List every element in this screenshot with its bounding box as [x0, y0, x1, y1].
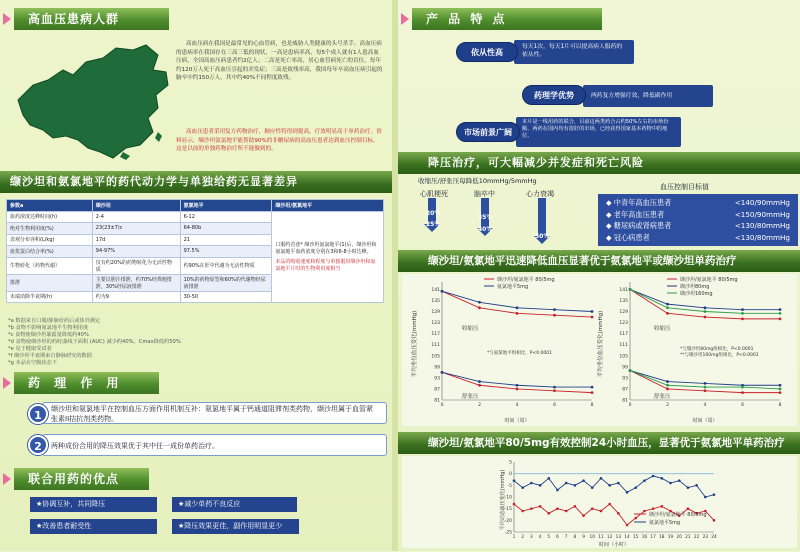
- y-axis-label-right: 平均坐位血压变化(mmHg): [598, 310, 604, 378]
- x-tick-label: 24: [711, 535, 717, 540]
- risk-label-hf: 心力衰竭: [526, 190, 554, 198]
- y-tick-label: -25: [504, 530, 512, 536]
- y-tick-label: -15: [504, 507, 512, 513]
- footnote: *d 食物使缬沙坦的药时曲线下面积 (AUC) 减少约40%，Cmax降低约50%: [8, 339, 181, 345]
- footnote: *c 食物使缬沙坦暴露量降低约40%: [8, 332, 89, 338]
- x-tick-label: 2: [478, 403, 481, 408]
- data-point: [553, 308, 556, 311]
- x-axis-label-right: 时间（周）: [692, 418, 718, 424]
- footnote: *b 食物不影响氨氯地平生物利用度: [8, 325, 89, 331]
- x-tick-label: 6: [741, 403, 744, 408]
- x-tick-label: 6: [556, 535, 559, 540]
- data-point: [687, 486, 690, 489]
- legend-label: 氨氯地平5mg: [649, 520, 681, 526]
- mechanism-text-1: 缬沙坦和氨氯地平在控制血压方面作用机制互补：氨氯地平属于钙通道阻滞剂类药物，缬沙坦属于血管紧张素II拮抗剂类药物。: [51, 405, 373, 423]
- data-point: [516, 306, 519, 309]
- x-tick-label: 18: [659, 535, 665, 540]
- data-point: [666, 306, 669, 309]
- x-tick-label: 6: [553, 403, 556, 408]
- risk-subtitle: 收缩压/舒张压每降低10mmHg/5mmHg: [418, 177, 537, 185]
- x-tick-label: 20: [676, 535, 682, 540]
- y-tick-label: 105: [431, 354, 440, 360]
- risk-value-5: 50%: [535, 233, 550, 240]
- data-point: [629, 369, 632, 372]
- data-point: [600, 510, 603, 513]
- risk-value-2: 25%: [426, 221, 441, 228]
- x-axis-label: 时间（小时）: [598, 542, 630, 548]
- section-title-features: 产 品 特 点: [412, 8, 602, 30]
- data-point: [704, 496, 707, 499]
- data-point: [513, 503, 516, 506]
- y-tick-label: 135: [431, 298, 440, 304]
- table-header: 氨氯地平: [180, 200, 272, 212]
- data-point: [513, 479, 516, 482]
- data-point: [539, 484, 542, 487]
- target-value: <130/80mmHg: [734, 221, 790, 230]
- y-tick-label: 87: [434, 387, 440, 393]
- risk-value-4: 40%: [478, 226, 493, 233]
- data-point: [591, 507, 594, 510]
- data-point: [643, 479, 646, 482]
- pharmacokinetics-table: [6, 199, 384, 303]
- data-point: [661, 505, 664, 508]
- data-point: [608, 503, 611, 506]
- footnote-right-2: **与缬沙坦160mg组相比，P<0.0001: [680, 353, 759, 358]
- legend-label: 缬沙坦/氨氯地平 80/5mg: [680, 277, 738, 283]
- data-point: [574, 505, 577, 508]
- label-systolic-right: 收缩压: [654, 326, 671, 332]
- data-point: [626, 491, 629, 494]
- combo-note: 口服约首巷* 缬沙坦氨氯地平(1)后，缬沙坦和氨氯地平血药浓度分别在3和6-8小时达峰。: [275, 242, 377, 256]
- data-point: [779, 312, 782, 315]
- data-point: [741, 386, 744, 389]
- data-point: [591, 486, 594, 489]
- risk-value-3: 35%: [478, 214, 493, 221]
- table-cell: 末端消除半衰期(h): [7, 291, 93, 303]
- legend-label: 缬沙坦80mg: [680, 284, 710, 290]
- title-marker-icon: [3, 473, 11, 485]
- x-tick-label: 5: [547, 535, 551, 540]
- target-row: [602, 220, 794, 232]
- x-tick-label: 2: [521, 535, 525, 540]
- target-title: 血压控制目标值: [660, 183, 709, 191]
- table-header: 缬沙坦/氨氯地平: [272, 200, 384, 212]
- data-point: [521, 510, 524, 513]
- feature-desc-1: 每天1次，每天1片可以提高病人服药的依从性。: [514, 40, 634, 64]
- y-tick-label: 129: [431, 310, 440, 315]
- data-point: [617, 512, 620, 515]
- feature-label-1: 依从性高: [456, 42, 518, 62]
- data-point: [643, 510, 646, 513]
- feature-label-2: 药理学优势: [522, 85, 586, 105]
- data-point: [553, 386, 556, 389]
- data-point: [666, 312, 669, 315]
- data-point: [741, 308, 744, 311]
- title-marker-icon: [401, 13, 409, 25]
- data-point: [591, 391, 594, 394]
- table-header: 参数a: [7, 200, 93, 212]
- mechanism-item-2: [42, 434, 387, 456]
- data-point: [704, 316, 707, 319]
- x-tick-label: 9: [582, 535, 585, 540]
- footnote-right-1: *与缬沙坦80mg组相比，P<0.0001: [680, 347, 754, 352]
- y-tick-label: 123: [619, 321, 628, 327]
- title-marker-icon: [3, 377, 11, 389]
- table-cell: 约为9: [92, 291, 180, 303]
- target-group: ◆ 中青年高血压患者: [606, 198, 672, 207]
- legend-label: 缬沙坦/氨氯地平 80/5mg: [649, 512, 707, 518]
- data-point: [779, 384, 782, 387]
- x-tick-label: 15: [633, 535, 639, 540]
- advantage-item-3: ★改善患者耐受性: [30, 519, 157, 534]
- y-tick-label: 87: [622, 387, 628, 393]
- ambulatory-chart: [402, 456, 797, 548]
- x-tick-label: 0: [440, 403, 444, 408]
- y-tick-label: 81: [622, 398, 628, 404]
- y-tick-label: 93: [622, 376, 628, 382]
- x-tick-label: 1: [512, 535, 516, 540]
- x-tick-label: 11: [598, 535, 604, 540]
- advantage-item-2: ★减少单药不良反应: [172, 497, 297, 512]
- advantage-item-4: ★降压效果更佳，副作用明显更少: [172, 519, 299, 534]
- target-value: <140/90mmHg: [734, 198, 790, 207]
- data-point: [547, 477, 550, 480]
- table-cell: 约90%在肝中代谢为无活性物质: [180, 257, 272, 274]
- data-point: [441, 371, 444, 374]
- china-map-icon: [8, 40, 180, 160]
- section-title-pharmacokinetics: 缬沙坦和氨氯地平的药代动力学与单独给药无显著差异: [0, 171, 392, 193]
- ambulatory-line-chart: [402, 456, 797, 548]
- x-tick-label: 4: [703, 403, 707, 408]
- data-point: [553, 314, 556, 317]
- y-axis-label-left: 平均坐位血压变化(mmHg): [412, 310, 418, 378]
- data-point: [591, 310, 594, 313]
- section-title-pharmacology: 药 理 作 用: [14, 372, 159, 394]
- target-group: ◆ 老年高血压患者: [606, 209, 665, 219]
- section-title-24h: 缬沙坦/氨氯地平80/5mg有效控制24小时血压，显著优于氨氯地平单药治疗: [398, 432, 800, 454]
- table-cell: 30-50: [180, 291, 272, 303]
- data-point: [600, 477, 603, 480]
- x-tick-label: 16: [641, 535, 648, 540]
- data-point: [591, 386, 594, 389]
- target-table: [598, 194, 798, 246]
- y-tick-label: 117: [431, 332, 440, 338]
- section-title-hypertension: 高血压患病人群: [14, 8, 169, 30]
- x-tick-label: 12: [606, 535, 613, 540]
- data-point: [617, 482, 620, 485]
- hypertension-paragraph: 高血压病在我国是最常见的心血管病，也是威胁人类健康的头号杀手。高血压病的患病率在我国存在三高三低的现状，一高是患病率高，每5个成人就有1人患高血压病，全国高血压病患者约2亿人；二高是死亡率高，居心血管病死亡的首位，每年约120万人死于高血压引起的并发症；三高是致残率高，我国每年卒高血压病引起的脑卒中约150万人，其中约40%不同程度致残。: [176, 41, 383, 82]
- label-systolic: 收缩压: [462, 326, 479, 332]
- x-tick-label: 8: [590, 403, 594, 408]
- legend-label: 缬沙坦160mg: [680, 291, 713, 297]
- x-tick-label: 10: [589, 535, 595, 540]
- data-point: [565, 510, 568, 513]
- table-cell: 2-4: [92, 211, 180, 223]
- feature-label-3: 市场前景广阔: [456, 122, 520, 142]
- data-point: [608, 484, 611, 487]
- data-point: [634, 517, 637, 520]
- data-point: [478, 384, 481, 387]
- data-point: [779, 308, 782, 311]
- data-point: [652, 507, 655, 510]
- data-point: [678, 479, 681, 482]
- y-axis-label: 平均动态血压变化(mmHg): [500, 469, 506, 531]
- legend-label: 氨氯地平5mg: [497, 284, 529, 290]
- target-value: <150/90mmHg: [734, 209, 790, 219]
- table-footnotes: [8, 318, 378, 367]
- feature-desc-2: 两药复方增强疗效，降低副作用: [583, 85, 713, 107]
- y-tick-label: -10: [504, 495, 512, 501]
- target-row: [602, 232, 794, 244]
- data-point: [704, 386, 707, 389]
- risk-label-stroke: 脑卒中: [474, 190, 495, 198]
- table-cell: 10%的药物原型和60%的代谢物经尿液排泄: [180, 274, 272, 291]
- data-point: [539, 505, 542, 508]
- data-point: [666, 380, 669, 383]
- data-point: [669, 482, 672, 485]
- table-cell: 表观分布容积(L/kg): [7, 234, 93, 246]
- data-point: [591, 316, 594, 319]
- data-point: [556, 489, 559, 492]
- table-cell: 94-97%: [92, 246, 180, 258]
- y-tick-label: 123: [431, 321, 440, 327]
- table-cell: 97.5%: [180, 246, 272, 258]
- y-tick-label: 81: [434, 398, 440, 404]
- bp-reduction-charts: [402, 274, 797, 426]
- data-point: [695, 484, 698, 487]
- x-tick-label: 2: [666, 403, 669, 408]
- target-group: ◆ 冠心病患者: [606, 232, 650, 242]
- data-point: [629, 288, 632, 291]
- y-tick-label: 111: [431, 343, 440, 349]
- data-point: [687, 507, 690, 510]
- series-line: [514, 476, 714, 497]
- table-cell: 主要以胆汁排泄，约70%经粪便排泄，30%经尿液排泄: [92, 274, 180, 291]
- data-point: [666, 388, 669, 391]
- table-cell: 17d: [92, 234, 180, 246]
- x-axis-label-left: 时间（周）: [504, 418, 530, 424]
- combo-note-cell: [272, 211, 384, 303]
- feature-desc-3: 本片是一线用药的联合，目前这两类药合占约50%左右的市场份额，两药在国内均有很好的市场，已经获得国家基本药物中的地位。: [516, 117, 681, 147]
- x-tick-label: 7: [564, 535, 568, 540]
- x-tick-label: 8: [573, 535, 577, 540]
- risk-label-mi: 心肌梗死: [420, 190, 448, 198]
- data-point: [478, 380, 481, 383]
- target-group: ◆ 糖尿病或肾病患者: [606, 221, 672, 230]
- legend-label: 缬沙坦/氨氯地平 80/5mg: [497, 277, 555, 283]
- table-cell: 64-80b: [180, 223, 272, 235]
- right-page: [398, 0, 800, 551]
- table-cell: 21: [180, 234, 272, 246]
- section-title-combination-advantages: 联合用药的优点: [14, 468, 149, 490]
- data-point: [713, 519, 716, 522]
- y-tick-label: 141: [431, 287, 440, 293]
- y-tick-label: 117: [619, 332, 628, 338]
- x-tick-label: 4: [538, 535, 542, 540]
- mechanism-number-1: 1: [28, 404, 48, 424]
- y-tick-label: 5: [509, 460, 512, 466]
- x-tick-label: 13: [615, 535, 622, 540]
- target-value: <130/80mmHg: [734, 232, 790, 242]
- data-point: [626, 524, 629, 527]
- table-cell: 血药浓度达峰时间(h): [7, 211, 93, 223]
- data-point: [779, 391, 782, 394]
- target-row: [602, 197, 794, 209]
- mechanism-number-2: 2: [28, 435, 48, 455]
- mechanism-item-1: [42, 402, 387, 424]
- y-tick-label: 105: [619, 354, 628, 360]
- data-point: [516, 388, 519, 391]
- data-point: [521, 486, 524, 489]
- bp-line-charts: [402, 274, 797, 426]
- data-point: [530, 507, 533, 510]
- data-point: [553, 389, 556, 392]
- data-point: [704, 389, 707, 392]
- data-point: [582, 514, 585, 517]
- footnote: *e 见于健康受试者: [8, 346, 52, 352]
- y-tick-label: -20: [504, 518, 512, 524]
- footnote: *f 缬沙坦半衰期来自静脉研究的数据: [8, 353, 92, 359]
- y-tick-label: 99: [434, 365, 440, 371]
- data-point: [741, 312, 744, 315]
- x-tick-label: 0: [628, 403, 632, 408]
- combo-note-highlight: 本品的吸收速度和程度与单独服用缬沙坦和氨氯地平片时的生物利用度相当: [275, 259, 376, 273]
- table-cell: 23(23±7)c: [92, 223, 180, 235]
- data-point: [666, 303, 669, 306]
- footnote-left: *与氨氯地平组相比，P<0.0001: [487, 351, 552, 356]
- x-tick-label: 22: [693, 535, 700, 540]
- title-marker-icon: [3, 13, 11, 25]
- y-tick-label: 129: [619, 310, 628, 315]
- y-tick-label: 0: [509, 472, 512, 478]
- table-cell: 血浆蛋白结合率(%): [7, 246, 93, 258]
- data-point: [741, 391, 744, 394]
- x-tick-label: 8: [778, 403, 782, 408]
- x-tick-label: 19: [667, 535, 674, 540]
- data-point: [478, 301, 481, 304]
- x-tick-label: 21: [685, 535, 691, 540]
- x-tick-label: 23: [702, 535, 709, 540]
- advantage-item-1: ★协调互补，共同降压: [30, 497, 157, 512]
- data-point: [704, 310, 707, 313]
- data-point: [652, 475, 655, 478]
- y-tick-label: 135: [619, 298, 628, 304]
- data-point: [582, 479, 585, 482]
- x-tick-label: 17: [650, 535, 656, 540]
- data-point: [741, 317, 744, 320]
- y-tick-label: 111: [619, 343, 628, 349]
- section-title-risk: 降压治疗，可大幅减少并发症和死亡风险: [398, 152, 800, 174]
- label-diastolic-right: 舒张压: [654, 394, 671, 400]
- data-point: [516, 384, 519, 387]
- data-point: [661, 477, 664, 480]
- table-row: [7, 211, 384, 223]
- table-cell: 绝对生物利用度(%): [7, 223, 93, 235]
- y-tick-label: 99: [622, 365, 628, 371]
- data-point: [441, 290, 444, 293]
- data-point: [547, 512, 550, 515]
- table-header: 缬沙坦: [92, 200, 180, 212]
- y-tick-label: -5: [507, 483, 512, 489]
- x-tick-label: 14: [624, 535, 630, 540]
- data-point: [666, 384, 669, 387]
- data-point: [634, 486, 637, 489]
- data-point: [556, 507, 559, 510]
- data-point: [516, 312, 519, 315]
- series-line: [630, 371, 780, 393]
- data-point: [704, 306, 707, 309]
- table-cell: 生物转化（药物代谢）: [7, 257, 93, 274]
- data-point: [779, 388, 782, 391]
- data-point: [530, 482, 533, 485]
- data-point: [779, 317, 782, 320]
- table-cell: 排泄: [7, 274, 93, 291]
- risk-reduction-arrows: [418, 198, 578, 248]
- footnote: *a 数据来自口服/静脉给药后或体外测定: [8, 318, 101, 324]
- data-point: [574, 484, 577, 487]
- combination-paragraph: 高血压患者采用复方药物治疗，顺应性特得到提高，疗效明显高于单药治疗。资料显示，缬沙坦氨氯地平能帮助90%的非糖尿病的高血压患者达到血压控制目标，这是以前的单独药物治疗所不能做到的。: [176, 129, 382, 153]
- y-tick-label: 141: [619, 287, 628, 293]
- risk-value-1: 20%: [426, 210, 441, 217]
- footnote: *g 本品在空腹状态下: [8, 360, 58, 366]
- table-cell: 6-12: [180, 211, 272, 223]
- table-cell: 仅有约20%的药物转化为无活性物质: [92, 257, 180, 274]
- x-tick-label: 4: [515, 403, 519, 408]
- left-page: [0, 0, 392, 551]
- y-tick-label: 93: [434, 376, 440, 382]
- data-point: [565, 482, 568, 485]
- label-diastolic: 舒张压: [462, 394, 479, 400]
- x-tick-label: 3: [530, 535, 533, 540]
- section-title-bp-reduction: 缬沙坦/氨氯地平迅速降低血压显著优于氨氯地平或缬沙坦单药治疗: [398, 250, 800, 272]
- data-point: [713, 493, 716, 496]
- data-point: [478, 306, 481, 309]
- data-point: [704, 382, 707, 385]
- target-row: [602, 209, 794, 221]
- mechanism-text-2: 两种成份合用的降压效果优于其中任一成份单药治疗。: [51, 442, 219, 450]
